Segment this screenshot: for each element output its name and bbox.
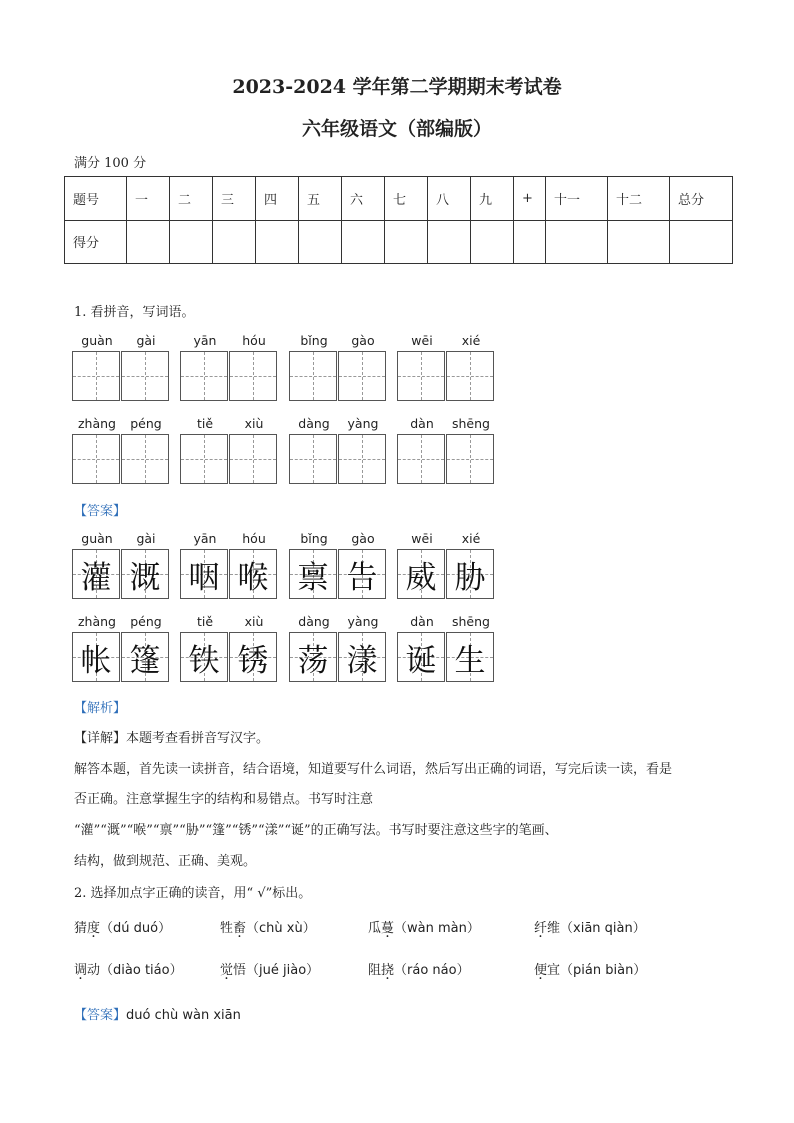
- q1-explanation-line: 否正确。注意掌握生字的结构和易错点。书写时注意: [74, 792, 374, 807]
- word-character: 动: [87, 963, 101, 978]
- dotted-character: 畜: [233, 921, 247, 936]
- pronunciation-item: [534, 959, 646, 978]
- answer-box: [289, 549, 337, 599]
- table-cell: 六: [342, 177, 385, 221]
- pronunciation-options[interactable]: （ráo náo）: [394, 963, 470, 978]
- pinyin-label: hóu: [242, 333, 266, 348]
- score-cell[interactable]: [170, 220, 213, 264]
- writing-box[interactable]: [338, 351, 386, 401]
- answer-character: 威: [405, 559, 437, 596]
- exam-subtitle: 六年级语文（部编版）: [301, 118, 492, 140]
- word-character: 阻: [368, 963, 382, 978]
- word-character: 牲: [220, 921, 234, 936]
- answer-box: [289, 632, 337, 682]
- answer-box: [180, 632, 228, 682]
- answer-box: [338, 549, 386, 599]
- pronunciation-item: [74, 917, 171, 936]
- answer-box: [180, 549, 228, 599]
- pinyin-label: wēi: [411, 531, 433, 546]
- answer-character: 荡: [297, 642, 329, 679]
- pinyin-label: dàn: [410, 614, 434, 629]
- pinyin-label: péng: [130, 614, 162, 629]
- dotted-character: 觉: [220, 963, 234, 978]
- pronunciation-options[interactable]: （chù xù）: [246, 921, 316, 936]
- score-cell[interactable]: [342, 220, 385, 264]
- q1-analysis-label: 【解析】: [74, 701, 127, 716]
- pronunciation-item: [220, 959, 319, 978]
- answer-box: [338, 632, 386, 682]
- dotted-character: 便: [534, 963, 548, 978]
- pronunciation-item: [74, 959, 183, 978]
- pinyin-label: gài: [136, 531, 156, 546]
- answer-box: [397, 632, 445, 682]
- answer-box: [121, 549, 169, 599]
- answer-character: 篷: [129, 642, 161, 679]
- writing-box[interactable]: [229, 351, 277, 401]
- pronunciation-options[interactable]: （pián biàn）: [560, 963, 647, 978]
- dotted-character: 蔓: [381, 921, 395, 936]
- writing-box[interactable]: [397, 434, 445, 484]
- q2-answer: [74, 1004, 241, 1023]
- score-cell[interactable]: [256, 220, 299, 264]
- answer-character: 帐: [80, 642, 112, 679]
- score-cell[interactable]: [608, 220, 670, 264]
- exam-title: 2023-2024 学年第二学期期末考试卷: [232, 76, 562, 98]
- answer-box: [229, 549, 277, 599]
- word-character: 悟: [233, 963, 247, 978]
- writing-box[interactable]: [180, 434, 228, 484]
- word-character: 猜: [74, 921, 88, 936]
- q2-answer-label: 【答案】: [74, 1008, 127, 1023]
- writing-box[interactable]: [397, 351, 445, 401]
- answer-character: 胁: [454, 559, 486, 596]
- answer-character: 漾: [346, 642, 378, 679]
- answer-character: 告: [346, 559, 378, 596]
- pinyin-label: yān: [193, 333, 217, 348]
- table-cell: +: [514, 177, 546, 221]
- pinyin-label: xié: [461, 531, 481, 546]
- table-cell: 总分: [670, 177, 733, 221]
- q1-answer-label: 【答案】: [74, 504, 127, 519]
- writing-box[interactable]: [229, 434, 277, 484]
- q1-explanation-line: 结构，做到规范、正确、美观。: [74, 854, 257, 869]
- score-cell[interactable]: [514, 220, 546, 264]
- pronunciation-options[interactable]: （xiān qiàn）: [560, 921, 646, 936]
- full-score-label: 满分 100 分: [74, 156, 147, 171]
- pinyin-label: dàng: [298, 416, 330, 431]
- pronunciation-item: [368, 917, 480, 936]
- pinyin-label: xié: [461, 333, 481, 348]
- score-table-score-row: [65, 220, 733, 264]
- table-cell: 一: [127, 177, 170, 221]
- table-cell: 十一: [546, 177, 608, 221]
- dotted-character: 挠: [381, 963, 395, 978]
- score-cell[interactable]: [299, 220, 342, 264]
- pinyin-label: guàn: [81, 531, 113, 546]
- pinyin-label: gào: [351, 531, 375, 546]
- answer-character: 生: [454, 642, 486, 679]
- pronunciation-options[interactable]: （diào tiáo）: [100, 963, 183, 978]
- pinyin-label: xiù: [244, 614, 264, 629]
- pronunciation-options[interactable]: （dú duó）: [100, 921, 172, 936]
- answer-character: 喉: [237, 559, 269, 596]
- dotted-character: 纤: [534, 921, 548, 936]
- table-cell: 二: [170, 177, 213, 221]
- answer-character: 禀: [297, 559, 329, 596]
- pinyin-label: gài: [136, 333, 156, 348]
- score-cell[interactable]: [471, 220, 514, 264]
- q1-explanation-line: “灌”“溉”“喉”“禀”“胁”“篷”“锈”“漾”“诞”的正确写法。书写时要注意这些字的笔画、: [74, 823, 558, 838]
- pinyin-label: tiě: [196, 416, 214, 431]
- table-cell: 得分: [65, 220, 127, 264]
- pronunciation-item: [534, 917, 646, 936]
- writing-box[interactable]: [180, 351, 228, 401]
- pinyin-label: yān: [193, 531, 217, 546]
- score-cell[interactable]: [213, 220, 256, 264]
- pinyin-label: hóu: [242, 531, 266, 546]
- answer-box: [72, 632, 120, 682]
- score-cell[interactable]: [428, 220, 471, 264]
- pinyin-label: zhàng: [77, 614, 116, 629]
- pinyin-label: dàn: [410, 416, 434, 431]
- writing-box[interactable]: [446, 434, 494, 484]
- answer-character: 锈: [237, 642, 269, 679]
- answer-character: 诞: [405, 642, 437, 679]
- q2-prompt: 2. 选择加点字正确的读音，用“ √”标出。: [74, 886, 312, 901]
- q1-detail: 【详解】本题考查看拼音写汉字。: [74, 731, 270, 746]
- table-cell: 题号: [65, 177, 127, 221]
- pronunciation-options[interactable]: （jué jiào）: [246, 963, 320, 978]
- pinyin-label: gào: [351, 333, 375, 348]
- score-cell[interactable]: [385, 220, 428, 264]
- pronunciation-item: [368, 959, 470, 978]
- table-cell: 八: [428, 177, 471, 221]
- writing-box[interactable]: [289, 351, 337, 401]
- pinyin-label: yàng: [347, 416, 379, 431]
- writing-box[interactable]: [121, 351, 169, 401]
- dotted-character: 调: [74, 963, 88, 978]
- table-cell: 三: [213, 177, 256, 221]
- answer-box: [229, 632, 277, 682]
- writing-box[interactable]: [121, 434, 169, 484]
- pinyin-label: péng: [130, 416, 162, 431]
- writing-box[interactable]: [289, 434, 337, 484]
- pronunciation-options[interactable]: （wàn màn）: [394, 921, 480, 936]
- answer-character: 咽: [188, 559, 220, 596]
- writing-box[interactable]: [338, 434, 386, 484]
- table-cell: 四: [256, 177, 299, 221]
- pinyin-label: shēng: [452, 416, 490, 431]
- table-cell: 九: [471, 177, 514, 221]
- score-cell[interactable]: [546, 220, 608, 264]
- answer-box: [446, 632, 494, 682]
- dotted-character: 度: [87, 921, 101, 936]
- writing-box[interactable]: [72, 434, 120, 484]
- pinyin-label: xiù: [244, 416, 264, 431]
- pinyin-label: shēng: [452, 614, 490, 629]
- pinyin-label: guàn: [81, 333, 113, 348]
- pronunciation-item: [220, 917, 316, 936]
- answer-box: [446, 549, 494, 599]
- score-table-header-row: [65, 177, 733, 221]
- word-character: 维: [547, 921, 561, 936]
- pinyin-label: wēi: [411, 333, 433, 348]
- q2-answer-text: duó chù wàn xiān: [126, 1008, 241, 1023]
- writing-box[interactable]: [72, 351, 120, 401]
- score-table: [64, 176, 733, 264]
- score-cell[interactable]: [670, 220, 733, 264]
- pinyin-label: yàng: [347, 614, 379, 629]
- pinyin-label: bǐng: [300, 531, 328, 546]
- pinyin-label: dàng: [298, 614, 330, 629]
- score-cell[interactable]: [127, 220, 170, 264]
- writing-box[interactable]: [446, 351, 494, 401]
- table-cell: 五: [299, 177, 342, 221]
- table-cell: 七: [385, 177, 428, 221]
- table-cell: 十二: [608, 177, 670, 221]
- pinyin-label: zhàng: [77, 416, 116, 431]
- answer-character: 溉: [129, 559, 161, 596]
- q1-explanation-line: 解答本题，首先读一读拼音，结合语境，知道要写什么词语，然后写出正确的词语，写完后读一读，看是: [74, 762, 673, 777]
- answer-box: [121, 632, 169, 682]
- answer-box: [72, 549, 120, 599]
- word-character: 瓜: [368, 921, 382, 936]
- answer-character: 灌: [80, 559, 112, 596]
- answer-box: [397, 549, 445, 599]
- answer-character: 铁: [188, 642, 220, 679]
- q1-prompt: 1. 看拼音，写词语。: [74, 305, 195, 320]
- pinyin-label: bǐng: [300, 333, 328, 348]
- pinyin-label: tiě: [196, 614, 214, 629]
- word-character: 宜: [547, 963, 561, 978]
